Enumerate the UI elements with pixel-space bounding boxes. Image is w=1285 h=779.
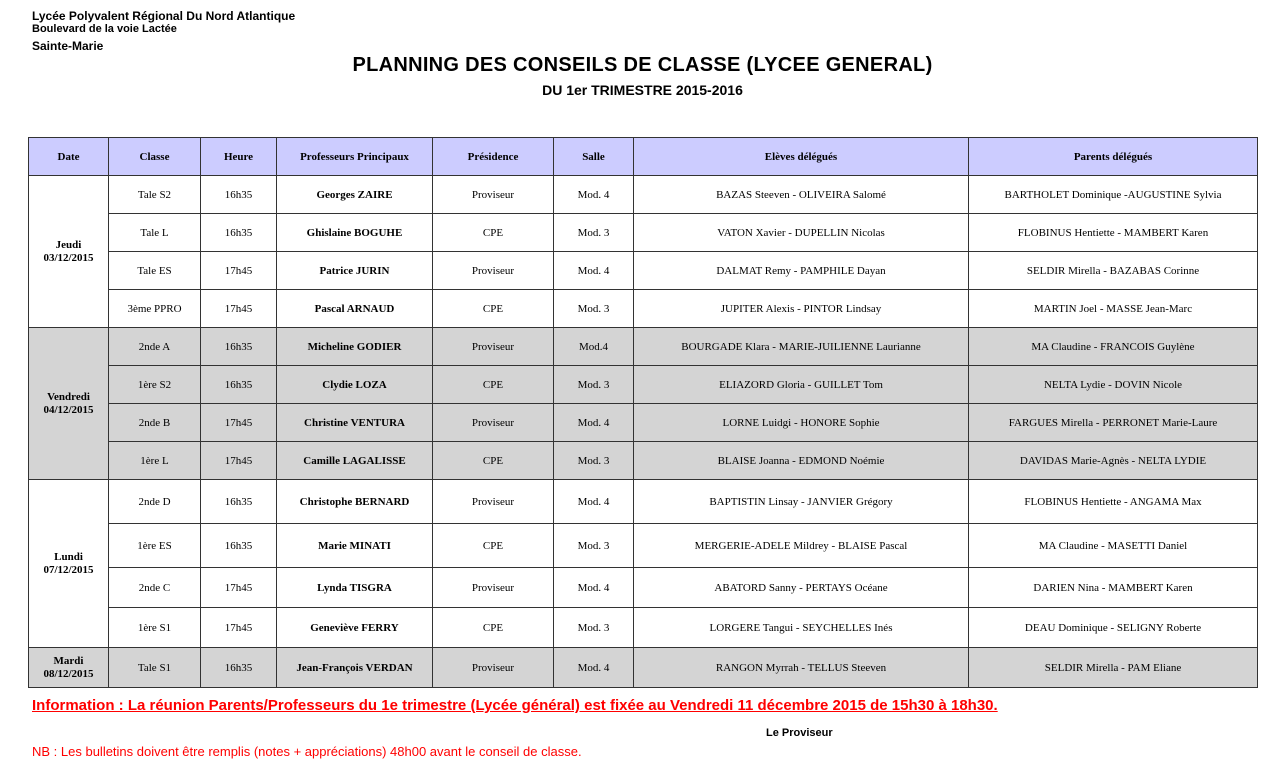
salle-cell: Mod.4 [554,328,634,366]
date-day: Vendredi [47,390,90,403]
eleves-cell: DALMAT Remy - PAMPHILE Dayan [634,252,969,290]
heure-cell: 16h35 [201,524,277,568]
parents-cell: FLOBINUS Hentiette - MAMBERT Karen [969,214,1258,252]
classe-cell: 1ère S2 [109,366,201,404]
presidence-cell: Proviseur [433,480,554,524]
column-header: Elèves délégués [634,138,969,176]
salle-cell: Mod. 4 [554,404,634,442]
parents-cell: DAVIDAS Marie-Agnès - NELTA LYDIE [969,442,1258,480]
heure-cell: 17h45 [201,404,277,442]
classe-cell: 3ème PPRO [109,290,201,328]
eleves-cell: LORNE Luidgi - HONORE Sophie [634,404,969,442]
heure-cell: 16h35 [201,214,277,252]
classe-cell: 1ère S1 [109,608,201,648]
classe-cell: Tale S1 [109,648,201,688]
heure-cell: 16h35 [201,176,277,214]
prof-cell: Lynda TISGRA [277,568,433,608]
column-header: Salle [554,138,634,176]
prof-cell: Camille LAGALISSE [277,442,433,480]
prof-cell: Patrice JURIN [277,252,433,290]
table-row [29,480,1258,524]
eleves-cell: ABATORD Sanny - PERTAYS Océane [634,568,969,608]
table-row [29,524,1258,568]
prof-cell: Georges ZAIRE [277,176,433,214]
prof-cell: Micheline GODIER [277,328,433,366]
prof-cell: Clydie LOZA [277,366,433,404]
presidence-cell: Proviseur [433,568,554,608]
heure-cell: 16h35 [201,480,277,524]
table-row [29,328,1258,366]
classe-cell: 1ère L [109,442,201,480]
salle-cell: Mod. 3 [554,442,634,480]
information-notice: Information : La réunion Parents/Professeurs du 1e trimestre (Lycée général) est fixée au Vendredi 11 décembre 2015 de 15h30 à 18h30. [32,697,998,714]
eleves-cell: BAPTISTIN Linsay - JANVIER Grégory [634,480,969,524]
table-row [29,404,1258,442]
parents-cell: MARTIN Joel - MASSE Jean-Marc [969,290,1258,328]
school-city: Sainte-Marie [32,39,104,53]
school-name: Lycée Polyvalent Régional Du Nord Atlantique [32,9,296,23]
salle-cell: Mod. 3 [554,366,634,404]
planning-table [28,137,1258,688]
heure-cell: 17h45 [201,568,277,608]
parents-cell: SELDIR Mirella - PAM Eliane [969,648,1258,688]
date-value: 04/12/2015 [43,403,94,416]
eleves-cell: JUPITER Alexis - PINTOR Lindsay [634,290,969,328]
classe-cell: 2nde D [109,480,201,524]
presidence-cell: Proviseur [433,404,554,442]
date-day: Lundi [54,550,83,563]
signature: Le Proviseur [766,727,833,739]
heure-cell: 17h45 [201,252,277,290]
page-title: PLANNING DES CONSEILS DE CLASSE (LYCEE GENERAL) [352,54,933,76]
presidence-cell: CPE [433,214,554,252]
table-header-row [29,138,1258,176]
eleves-cell: VATON Xavier - DUPELLIN Nicolas [634,214,969,252]
presidence-cell: CPE [433,608,554,648]
salle-cell: Mod. 4 [554,648,634,688]
salle-cell: Mod. 4 [554,252,634,290]
prof-cell: Jean-François VERDAN [277,648,433,688]
date-day: Mardi [53,654,84,667]
parents-cell: MA Claudine - FRANCOIS Guylène [969,328,1258,366]
table-row [29,648,1258,688]
eleves-cell: ELIAZORD Gloria - GUILLET Tom [634,366,969,404]
table-body [29,176,1258,688]
date-cell [29,648,109,688]
salle-cell: Mod. 3 [554,524,634,568]
parents-cell: FLOBINUS Hentiette - ANGAMA Max [969,480,1258,524]
presidence-cell: CPE [433,442,554,480]
table-row [29,176,1258,214]
parents-cell: DEAU Dominique - SELIGNY Roberte [969,608,1258,648]
eleves-cell: LORGERE Tangui - SEYCHELLES Inés [634,608,969,648]
date-value: 03/12/2015 [43,251,94,264]
parents-cell: DARIEN Nina - MAMBERT Karen [969,568,1258,608]
prof-cell: Christine VENTURA [277,404,433,442]
heure-cell: 17h45 [201,608,277,648]
prof-cell: Ghislaine BOGUHE [277,214,433,252]
date-cell [29,480,109,648]
presidence-cell: Proviseur [433,648,554,688]
date-value: 08/12/2015 [43,667,94,680]
column-header: Professeurs Principaux [277,138,433,176]
classe-cell: 1ère ES [109,524,201,568]
column-header: Classe [109,138,201,176]
school-header [32,10,295,53]
salle-cell: Mod. 4 [554,176,634,214]
classe-cell: Tale ES [109,252,201,290]
column-header: Heure [201,138,277,176]
classe-cell: Tale S2 [109,176,201,214]
prof-cell: Pascal ARNAUD [277,290,433,328]
table-row [29,252,1258,290]
parents-cell: BARTHOLET Dominique -AUGUSTINE Sylvia [969,176,1258,214]
salle-cell: Mod. 4 [554,480,634,524]
parents-cell: NELTA Lydie - DOVIN Nicole [969,366,1258,404]
eleves-cell: MERGERIE-ADELE Mildrey - BLAISE Pascal [634,524,969,568]
column-header: Date [29,138,109,176]
column-header: Parents délégués [969,138,1258,176]
school-address: Boulevard de la voie Lactée [32,23,177,35]
heure-cell: 16h35 [201,366,277,404]
classe-cell: 2nde B [109,404,201,442]
heure-cell: 16h35 [201,648,277,688]
table-row [29,568,1258,608]
presidence-cell: CPE [433,524,554,568]
prof-cell: Geneviève FERRY [277,608,433,648]
eleves-cell: BOURGADE Klara - MARIE-JUILIENNE Laurianne [634,328,969,366]
presidence-cell: Proviseur [433,176,554,214]
salle-cell: Mod. 4 [554,568,634,608]
parents-cell: MA Claudine - MASETTI Daniel [969,524,1258,568]
prof-cell: Marie MINATI [277,524,433,568]
classe-cell: 2nde A [109,328,201,366]
table-row [29,214,1258,252]
table-row [29,608,1258,648]
eleves-cell: BLAISE Joanna - EDMOND Noémie [634,442,969,480]
eleves-cell: BAZAS Steeven - OLIVEIRA Salomé [634,176,969,214]
parents-cell: SELDIR Mirella - BAZABAS Corinne [969,252,1258,290]
presidence-cell: CPE [433,366,554,404]
date-cell [29,176,109,328]
heure-cell: 17h45 [201,290,277,328]
heure-cell: 17h45 [201,442,277,480]
table-row [29,442,1258,480]
presidence-cell: CPE [433,290,554,328]
heure-cell: 16h35 [201,328,277,366]
prof-cell: Christophe BERNARD [277,480,433,524]
eleves-cell: RANGON Myrrah - TELLUS Steeven [634,648,969,688]
salle-cell: Mod. 3 [554,608,634,648]
salle-cell: Mod. 3 [554,290,634,328]
date-day: Jeudi [55,238,82,251]
classe-cell: Tale L [109,214,201,252]
table-row [29,366,1258,404]
date-value: 07/12/2015 [43,563,94,576]
salle-cell: Mod. 3 [554,214,634,252]
table-row [29,290,1258,328]
date-cell [29,328,109,480]
classe-cell: 2nde C [109,568,201,608]
column-header: Présidence [433,138,554,176]
presidence-cell: Proviseur [433,252,554,290]
presidence-cell: Proviseur [433,328,554,366]
parents-cell: FARGUES Mirella - PERRONET Marie-Laure [969,404,1258,442]
page-subtitle: DU 1er TRIMESTRE 2015-2016 [542,82,743,98]
nb-note: NB : Les bulletins doivent être remplis (notes + appréciations) 48h00 avant le conseil de classe. [32,744,582,759]
